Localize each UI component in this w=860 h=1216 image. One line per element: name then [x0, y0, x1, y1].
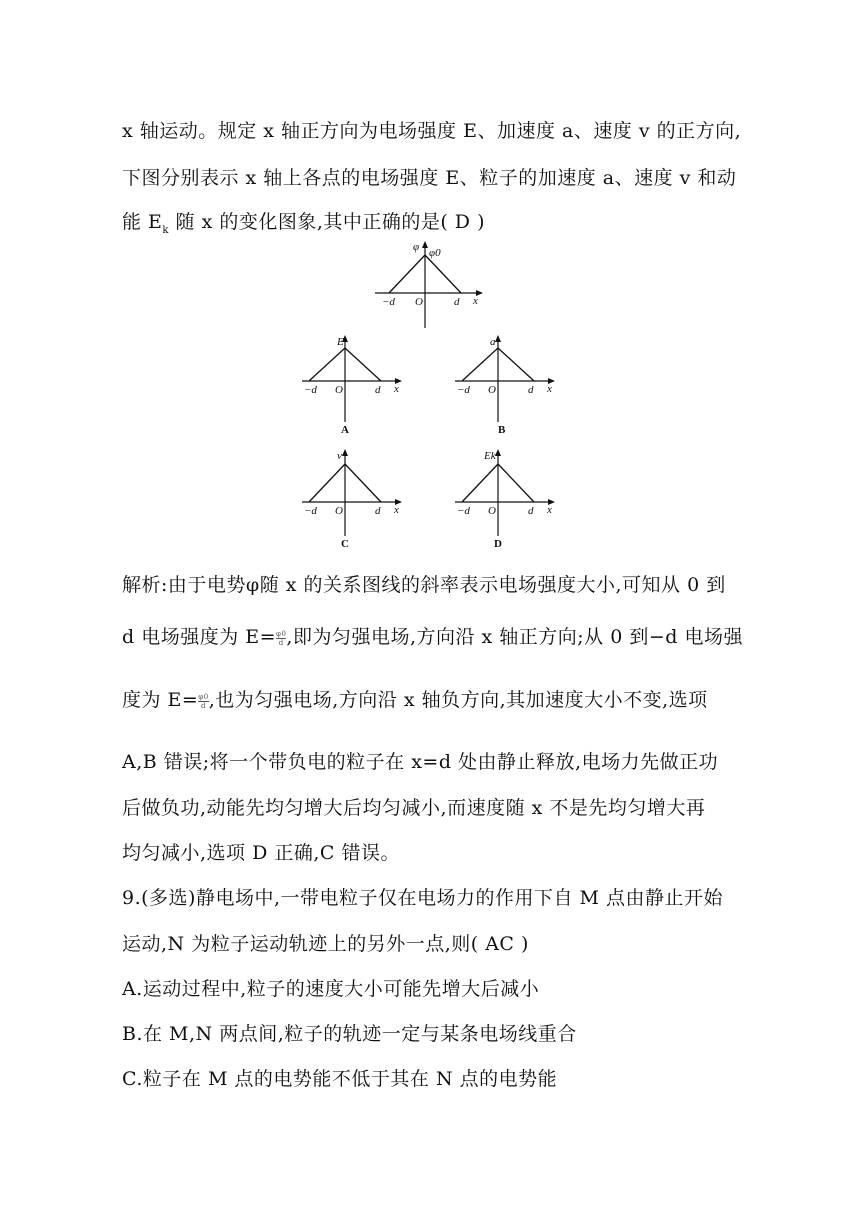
x-axis-label: x	[394, 383, 399, 395]
fraction: $\frac{\varphi 0}{d}$	[198, 692, 209, 710]
analysis-line-6: 均匀减小,选项 D 正确,C 错误。	[122, 842, 400, 864]
intro-line-2: 下图分别表示 x 轴上各点的电场强度 E、粒子的加速度 a、速度 v 和动	[122, 167, 737, 189]
pos-d-label: d	[375, 505, 381, 517]
pos-d-label: d	[528, 384, 534, 396]
y-axis-label: Ek	[484, 450, 496, 462]
neg-d-label: −d	[304, 505, 317, 517]
figure-a	[302, 332, 412, 424]
analysis-line-2: d 电场强度为 E= $\frac{\varphi 0}{d}$ ,即为匀强电场,方向沿 x 轴正方向;从 0 到−d 电场强	[122, 626, 743, 648]
x-axis-label: x	[473, 295, 478, 307]
phi0-label: φ0	[429, 247, 441, 259]
neg-d-label: −d	[304, 384, 317, 396]
q9-line-2: 运动,N 为粒子运动轨迹上的另外一点,则( AC )	[122, 933, 529, 955]
y-axis-label: v	[337, 450, 342, 462]
caption-b: B	[498, 424, 506, 436]
neg-d-label: −d	[382, 296, 395, 308]
fraction: $\frac{\varphi 0}{d}$	[276, 629, 287, 647]
analysis-line-3: 度为 E= $\frac{\varphi 0}{d}$ ,也为匀强电场,方向沿 x 轴负方向,其加速度大小不变,选项	[122, 689, 708, 711]
pos-d-label: d	[375, 384, 381, 396]
q9-option-c: C.粒子在 M 点的电势能不低于其在 N 点的电势能	[122, 1068, 558, 1090]
y-axis-label: E	[337, 336, 344, 348]
x-axis-label: x	[394, 504, 399, 516]
y-axis-label: a	[490, 336, 496, 348]
q9-option-a: A.运动过程中,粒子的速度大小可能先增大后减小	[122, 978, 540, 1000]
x-axis-label: x	[547, 383, 552, 395]
origin-label: O	[335, 384, 343, 396]
analysis-line-4: A,B 错误;将一个带负电的粒子在 x=d 处由静止释放,电场力先做正功	[122, 751, 719, 773]
caption-c: C	[341, 538, 349, 550]
analysis-line-5: 后做负功,动能先均匀增大后均匀减小,而速度随 x 不是先均匀增大再	[122, 797, 706, 819]
figure-d	[455, 446, 565, 538]
pos-d-label: d	[528, 505, 534, 517]
caption-d: D	[494, 538, 502, 550]
neg-d-label: −d	[457, 505, 470, 517]
origin-label: O	[335, 505, 343, 517]
figure-phi-graph	[375, 238, 485, 330]
origin-label: O	[488, 384, 496, 396]
origin-label: O	[415, 296, 423, 308]
analysis-line-1: 解析:由于电势φ随 x 的关系图线的斜率表示电场强度大小,可知从 0 到	[122, 574, 726, 596]
intro-line-3: 能 $E_k$ 随 x 的变化图象,其中正确的是( D )	[122, 211, 485, 236]
pos-d-label: d	[454, 296, 460, 308]
caption-a: A	[341, 424, 349, 436]
figure-c	[302, 446, 412, 538]
phi-axis-label: φ	[413, 241, 420, 253]
q9-option-b: B.在 M,N 两点间,粒子的轨迹一定与某条电场线重合	[122, 1023, 577, 1045]
intro-line-1: x 轴运动。规定 x 轴正方向为电场强度 E、加速度 a、速度 v 的正方向,	[122, 120, 742, 142]
origin-label: O	[488, 505, 496, 517]
x-axis-label: x	[547, 504, 552, 516]
neg-d-label: −d	[457, 384, 470, 396]
figure-b	[455, 332, 565, 424]
q9-line-1: 9.(多选)静电场中,一带电粒子仅在电场力的作用下自 M 点由静止开始	[122, 887, 724, 909]
